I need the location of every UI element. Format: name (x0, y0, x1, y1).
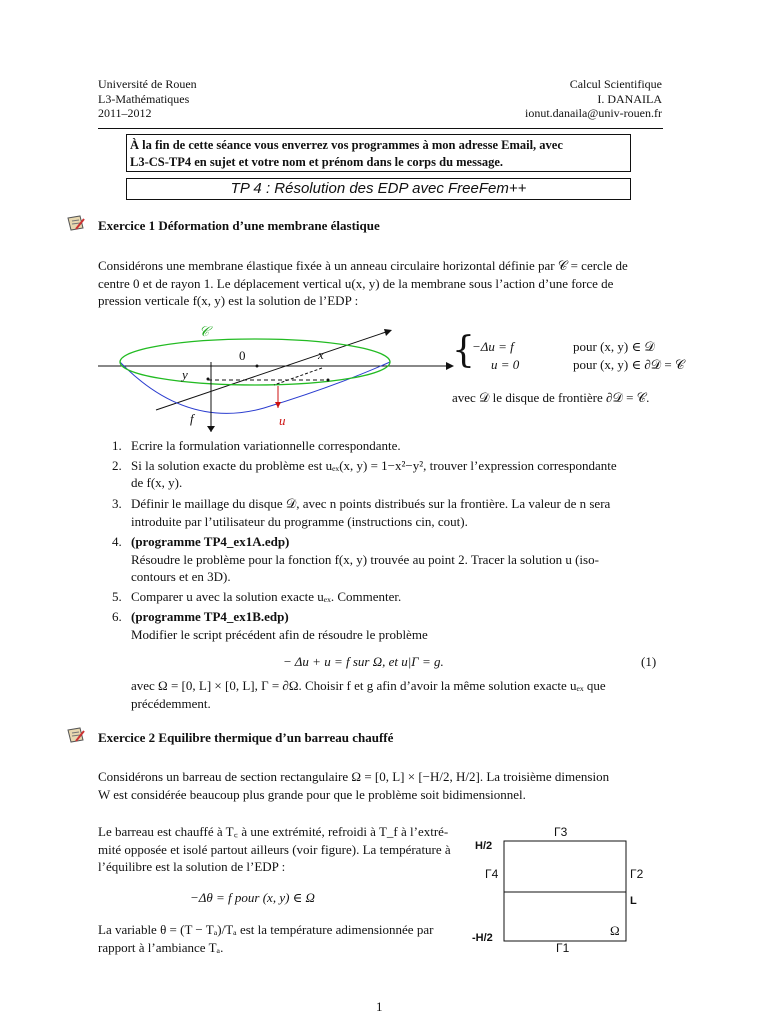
label-Omega: Ω (610, 923, 620, 938)
eq-number: (1) (641, 654, 657, 669)
header-right (525, 77, 662, 121)
program: L3-Mathématiques (98, 91, 190, 106)
after-line: avec Ω = [0, L] × [0, L], Γ = ∂Ω. Choisir f et g afin d’avoir la même solution exacte uₑₓ que (131, 678, 606, 693)
ex1-intro-line: centre 0 et de rayon 1. Le déplacement vertical u(x, y) de la membrane sous l’action d’une force de (98, 275, 614, 291)
ex2-heading: Exercice 2 Equilibre thermique d’un barreau chauffé (98, 730, 394, 745)
domain-figure (470, 820, 660, 960)
ex2-after-line: rapport à l’ambiance Tₐ. (98, 939, 224, 955)
page-number: 1 (376, 999, 383, 1014)
label-x: x (318, 347, 324, 362)
ex1-after (131, 677, 606, 712)
ex1-heading: Exercice 1 Déformation d’une membrane élastique (98, 218, 380, 233)
item-line: Définir le maillage du disque 𝒟, avec n points distribués sur la frontière. La valeur de n sera (131, 496, 611, 511)
item-line: Comparer u avec la solution exacte uₑₓ. Commenter. (131, 589, 402, 604)
ex2-intro (98, 768, 609, 803)
item-program: (programme TP4_ex1B.edp) (131, 609, 289, 624)
label-G4: Γ4 (485, 867, 499, 881)
item-line: introduite par l’utilisateur du programme (instructions cin, cout). (131, 514, 468, 529)
item-num: 1. (112, 438, 122, 453)
item-num: 5. (112, 589, 122, 604)
ex2-body-line: mité opposée et isolé partout ailleurs (voir figure). La température à (98, 841, 451, 857)
label-C: 𝒞 (199, 325, 210, 340)
label-G3: Γ3 (554, 825, 568, 839)
ex2-eq: −Δθ = f pour (x, y) ∈ Ω (190, 890, 315, 905)
ex2-intro-line: W est considérée beaucoup plus grande pour que le problème soit bidimensionnel. (98, 786, 526, 802)
item-program: (programme TP4_ex1A.edp) (131, 534, 290, 549)
item-line: Ecrire la formulation variationnelle correspondante. (131, 438, 401, 453)
item-num: 6. (112, 609, 122, 624)
eq1: −Δu = f (472, 339, 514, 354)
system-brace: { (452, 330, 475, 371)
header-left (98, 77, 197, 121)
after-line: précédemment. (131, 695, 211, 711)
item-line: Modifier le script précédent afin de résoudre le problème (131, 627, 428, 642)
ex2-after-line: La variable θ = (T − Tₐ)/Tₐ est la température adimensionnée par (98, 922, 434, 937)
label-u: u (279, 413, 286, 428)
eq2: u = 0 (491, 357, 520, 372)
item-line: Résoudre le problème pour la fonction f(x, y) trouvée au point 2. Tracer la solution u (iso- (131, 552, 599, 567)
ex1-intro-line: Considérons une membrane élastique fixée à un anneau circulaire horizontal définie par 𝒞 = cercle de (98, 258, 628, 273)
display-eq: − Δu + u = f sur Ω, et u|Γ = g. (283, 654, 444, 669)
item-num: 4. (112, 534, 122, 549)
cond1: pour (x, y) ∈ 𝒟 (573, 339, 655, 354)
ex2-body-line: Le barreau est chauffé à T꜀ à une extrémité, refroidi à T_f à l’extré- (98, 824, 449, 839)
notice-line-1: À la fin de cette séance vous enverrez vos programmes à mon adresse Email, avec (130, 138, 563, 152)
label-G2: Γ2 (630, 867, 644, 881)
cond2: pour (x, y) ∈ ∂𝒟 = 𝒞 (573, 357, 685, 372)
title-box (126, 178, 631, 200)
memo-icon (66, 726, 86, 744)
page-title: TP 4 : Résolution des EDP avec FreeFem++ (230, 180, 527, 197)
notice-box (126, 134, 631, 172)
ex2-body-line: l’équilibre est la solution de l’EDP : (98, 859, 286, 874)
label-G1: Γ1 (556, 941, 570, 955)
header-rule (98, 128, 663, 129)
membrane-figure (96, 322, 466, 432)
item-line: contours et en 3D). (131, 569, 231, 584)
item-num: 2. (112, 458, 122, 473)
notice-line-2: L3-CS-TP4 en sujet et votre nom et prénom dans le corps du message. (130, 155, 504, 169)
label-H2: H/2 (475, 840, 493, 852)
ex1-intro-line: pression verticale f(x, y) est la solution de l’EDP : (98, 293, 359, 308)
year: 2011–2012 (98, 106, 152, 120)
ex1-intro (98, 257, 628, 310)
label-zero: 0 (239, 348, 246, 363)
label-f: f (190, 411, 194, 426)
ex2-after (98, 921, 433, 956)
ex2-intro-line: Considérons un barreau de section rectangulaire Ω = [0, L] × [−H/2, H/2]. La troisième dimension (98, 769, 610, 784)
item-line: Si la solution exacte du problème est uₑₓ(x, y) = 1−x²−y², trouver l’expression correspondante (131, 458, 617, 473)
university: Université de Rouen (98, 77, 197, 91)
system-note: avec 𝒟 le disque de frontière ∂𝒟 = 𝒞. (452, 390, 650, 405)
ex2-body (98, 823, 451, 876)
item-line: de f(x, y). (131, 475, 183, 490)
label-y: y (182, 367, 188, 382)
author: I. DANAILA (597, 91, 662, 106)
memo-icon (66, 214, 86, 232)
item-num: 3. (112, 496, 122, 511)
label-mH2: -H/2 (472, 932, 493, 944)
email[interactable]: ionut.danaila@univ-rouen.fr (524, 106, 662, 120)
label-L: L (630, 895, 637, 907)
course: Calcul Scientifique (569, 77, 662, 91)
